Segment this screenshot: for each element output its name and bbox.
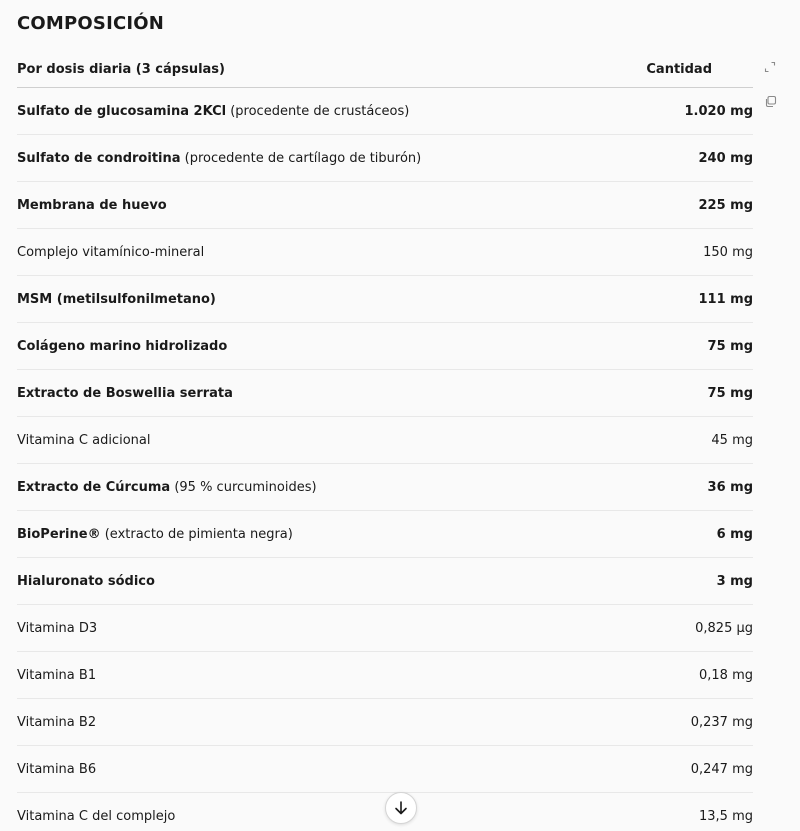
ingredient-cell [17, 276, 617, 323]
ingredient-cell [17, 652, 617, 699]
ingredient-cell [17, 605, 617, 652]
table-row [17, 558, 753, 605]
ingredient-name: Extracto de Boswellia serrata [17, 385, 233, 401]
amount-cell: 0,247 mg [617, 746, 753, 793]
amount-cell: 1.020 mg [617, 88, 753, 135]
ingredient-cell [17, 558, 617, 605]
page-title: COMPOSICIÓN [17, 13, 165, 34]
amount-cell: 36 mg [617, 464, 753, 511]
amount-cell: 3 mg [617, 558, 753, 605]
ingredient-name: Complejo vitamínico-mineral [17, 244, 205, 260]
ingredient-name: Membrana de huevo [17, 197, 167, 213]
ingredient-note: (extracto de pimienta negra) [100, 526, 293, 542]
ingredient-name: Colágeno marino hidrolizado [17, 338, 228, 354]
ingredient-name: Hialuronato sódico [17, 573, 155, 589]
amount-cell: 225 mg [617, 182, 753, 229]
ingredient-name: Vitamina C del complejo [17, 808, 176, 824]
table-row [17, 370, 753, 417]
ingredient-note: (procedente de cartílago de tiburón) [180, 150, 422, 166]
ingredient-cell [17, 135, 617, 182]
ingredient-cell [17, 464, 617, 511]
table-row [17, 417, 753, 464]
amount-cell: 0,825 µg [617, 605, 753, 652]
ingredient-name: Extracto de Cúrcuma [17, 479, 171, 495]
ingredient-cell [17, 88, 617, 135]
ingredient-cell [17, 417, 617, 464]
composition-table [17, 52, 753, 831]
amount-cell: 240 mg [617, 135, 753, 182]
ingredient-note: (procedente de crustáceos) [226, 103, 410, 119]
table-row [17, 135, 753, 182]
ingredient-name: MSM (metilsulfonilmetano) [17, 291, 216, 307]
table-row [17, 323, 753, 370]
scroll-down-button[interactable] [385, 792, 417, 824]
ingredient-name: BioPerine® [17, 526, 101, 542]
amount-cell: 6 mg [617, 511, 753, 558]
table-body [17, 88, 753, 831]
table-header-row [17, 52, 753, 88]
ingredient-name: Vitamina D3 [17, 620, 98, 636]
amount-cell: 45 mg [617, 417, 753, 464]
ingredient-name: Vitamina B1 [17, 667, 97, 683]
expand-icon[interactable] [762, 59, 778, 75]
amount-cell: 0,237 mg [617, 699, 753, 746]
table-row [17, 652, 753, 699]
table-row [17, 182, 753, 229]
amount-cell: 0,18 mg [617, 652, 753, 699]
table-row [17, 276, 753, 323]
ingredient-note: (95 % curcuminoides) [170, 479, 317, 495]
ingredient-cell [17, 182, 617, 229]
table-row [17, 511, 753, 558]
header-ingredient: Por dosis diaria (3 cápsulas) [17, 52, 617, 88]
table-row [17, 229, 753, 276]
ingredient-name: Sulfato de glucosamina 2KCl [17, 103, 227, 119]
ingredient-cell [17, 511, 617, 558]
copy-icon[interactable] [762, 93, 778, 109]
ingredient-cell [17, 323, 617, 370]
ingredient-name: Vitamina B2 [17, 714, 97, 730]
amount-cell: 75 mg [617, 370, 753, 417]
amount-cell: 111 mg [617, 276, 753, 323]
ingredient-name: Sulfato de condroitina [17, 150, 181, 166]
amount-cell: 13,5 mg [617, 793, 753, 831]
ingredient-name: Vitamina C adicional [17, 432, 151, 448]
arrow-down-icon [394, 800, 408, 816]
composition-table-container [17, 52, 753, 831]
ingredient-cell [17, 746, 617, 793]
table-row [17, 605, 753, 652]
table-row [17, 464, 753, 511]
table-row [17, 699, 753, 746]
ingredient-cell [17, 370, 617, 417]
header-amount: Cantidad [617, 52, 753, 88]
table-row [17, 88, 753, 135]
amount-cell: 75 mg [617, 323, 753, 370]
ingredient-name: Vitamina B6 [17, 761, 97, 777]
ingredient-cell [17, 793, 617, 831]
table-row [17, 746, 753, 793]
amount-cell: 150 mg [617, 229, 753, 276]
ingredient-cell [17, 229, 617, 276]
ingredient-cell [17, 699, 617, 746]
